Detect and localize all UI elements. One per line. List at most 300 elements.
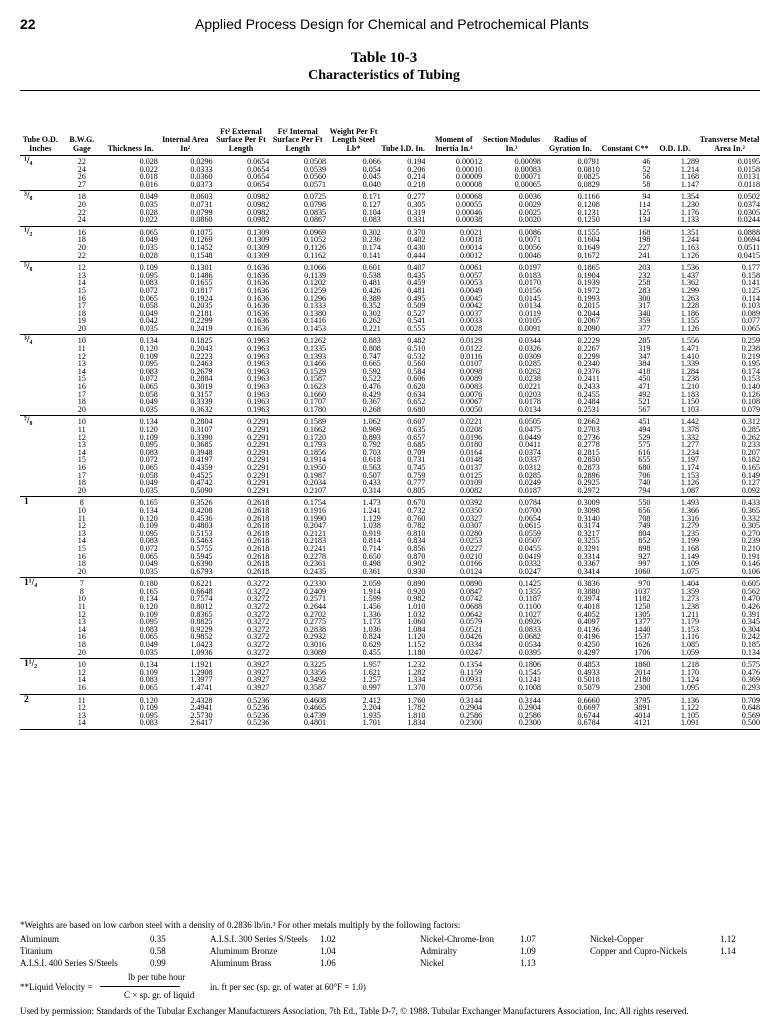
table-cell: 0.0170 (518, 279, 541, 287)
table-cell: 0.2586 (518, 711, 541, 720)
table-cell: 0.4208 (190, 506, 213, 515)
table-cell: 0.106 (741, 567, 760, 576)
table-row (20, 449, 760, 457)
tube-od-cell (20, 391, 61, 399)
table-cell: 1.0423 (190, 641, 213, 649)
table-cell: 0.3272 (247, 618, 270, 626)
table-cell: 46 (600, 156, 651, 166)
table-cell: 0.2925 (577, 479, 600, 487)
table-cell: 1.010 (407, 603, 426, 611)
table-cell: 0.0238 (518, 375, 541, 384)
table-cell: 0.066 (326, 156, 381, 166)
table-cell: 0.5236 (213, 719, 270, 729)
table-cell: 0.685 (407, 441, 426, 449)
table-cell: 0.109 (103, 262, 158, 272)
table-cell: 0.0312 (518, 463, 541, 472)
table-cell: 0.194 (381, 156, 426, 166)
table-row (20, 398, 760, 406)
table-cell: 0.0021 (425, 226, 482, 236)
table-number: Table 10-3 (350, 50, 418, 66)
table-cell: 0.2702 (303, 610, 327, 619)
table-cell: 0.0982 (213, 191, 270, 201)
table-cell: 1.199 (680, 537, 700, 545)
table-cell: 0.6744 (577, 711, 600, 720)
table-cell: 16 (77, 552, 86, 561)
table-cell: 0.2291 (247, 471, 270, 480)
table-cell: 494 (638, 426, 651, 434)
table-cell: 377 (638, 324, 651, 333)
table-cell: 1.147 (680, 180, 700, 189)
table-cell: 0.0508 (269, 156, 326, 166)
tube-od-cell (20, 464, 61, 472)
table-cell: 451 (600, 416, 651, 426)
table-cell: 18 (61, 191, 104, 201)
table-cell: 0.1636 (247, 279, 270, 287)
table-cell: 1.284 (680, 367, 700, 376)
table-cell: 0.2409 (303, 587, 327, 596)
table-cell: 16 (61, 226, 104, 236)
table-cell: 0.3880 (577, 587, 600, 596)
tube-od-cell (20, 360, 61, 368)
factor-metal: Copper and Cupro-Nickels (590, 946, 687, 956)
table-cell: 0.369 (741, 676, 760, 684)
table-cell: 168 (600, 226, 651, 236)
table-cell: 0.1793 (303, 441, 327, 449)
table-cell: 1.228 (680, 302, 700, 310)
table-row (20, 173, 760, 181)
table-cell: 1.410 (680, 352, 700, 361)
table-cell: 1.332 (680, 433, 700, 442)
table-cell: 0.083 (139, 625, 158, 634)
table-cell: 852 (638, 537, 651, 545)
table-cell: 0.065 (103, 226, 158, 236)
table-cell: 0.028 (139, 251, 158, 260)
fraction-bar (100, 986, 180, 987)
table-cell: 0.2586 (459, 711, 483, 720)
factor-metal: Nickel-Chrome-Iron (420, 934, 494, 944)
table-cell: 359 (638, 317, 651, 325)
table-cell: 0.650 (362, 552, 381, 561)
table-cell: 0.089 (741, 309, 760, 318)
table-cell: 0.2299 (190, 317, 213, 325)
column-header: Internal Area In² (162, 135, 209, 153)
table-cell: 0.2047 (303, 522, 327, 530)
table-cell: 0.1100 (519, 603, 541, 611)
table-cell: 52 (642, 165, 651, 174)
table-cell: 0.4801 (269, 719, 326, 729)
table-cell: 0.1636 (247, 302, 270, 310)
table-cell: 0.0860 (190, 216, 213, 225)
table-cell: 0.555 (407, 324, 426, 333)
table-cell: 0.182 (741, 456, 760, 464)
table-cell: 0.0119 (519, 309, 541, 318)
table-cell: 1.359 (680, 587, 700, 596)
table-cell: 0.2035 (190, 302, 213, 310)
table-cell: 0.3272 (213, 578, 270, 588)
table-row (20, 553, 760, 561)
table-row (20, 659, 760, 669)
table-cell: 0.109 (139, 433, 158, 442)
table-cell: 0.022 (139, 216, 158, 225)
table-cell: 0.304 (741, 625, 760, 634)
table-cell: 0.00083 (514, 165, 541, 174)
table-cell: 0.109 (139, 610, 158, 619)
table-cell: 0.1636 (247, 271, 270, 280)
table-cell: 0.109 (139, 522, 158, 530)
table-cell: 0.049 (139, 398, 158, 406)
table-cell: 0.4136 (577, 625, 600, 634)
table-cell: 4014 (634, 711, 651, 720)
table-cell: 0.2411 (577, 375, 600, 384)
table-cell: 0.2433 (577, 383, 600, 391)
table-cell: 20 (77, 324, 86, 333)
table-row (20, 279, 760, 287)
table-cell: 0.1806 (482, 659, 541, 669)
table-cell: 0.125 (741, 286, 760, 295)
table-cell: 0.1241 (518, 676, 541, 684)
table-cell: 0.319 (407, 208, 426, 217)
table-cell: 0.3098 (577, 506, 600, 515)
table-cell: 0.083 (139, 367, 158, 376)
table-cell: 0.2644 (303, 603, 327, 611)
table-cell: 0.4052 (577, 610, 600, 619)
table-row (20, 252, 760, 262)
table-cell: 655 (638, 456, 651, 464)
table-cell: 26 (77, 173, 86, 181)
table-cell: 0.0125 (459, 471, 483, 480)
table-cell: 0.219 (741, 352, 760, 361)
table-row (20, 244, 760, 252)
table-row (20, 641, 760, 649)
table-cell: 0.0195 (699, 156, 760, 166)
table-caption: Characteristics of Tubing (308, 68, 460, 83)
table-cell: 0.0449 (518, 433, 541, 442)
table-cell: 0.2361 (303, 560, 327, 568)
table-cell: 0.00098 (482, 156, 541, 166)
tube-od-cell: 1¹/₂ (20, 659, 61, 669)
factor-value: 1.06 (320, 958, 336, 968)
table-cell: 0.0247 (459, 648, 483, 657)
table-cell: 0.0053 (459, 279, 483, 287)
table-cell: 2.059 (326, 578, 381, 588)
table-cell: 0.065 (139, 294, 158, 303)
table-cell: 0.481 (407, 286, 426, 295)
table-cell: 0.2278 (303, 552, 327, 561)
table-row (20, 360, 760, 368)
table-cell: 0.605 (699, 578, 760, 588)
table-cell: 0.083 (139, 279, 158, 287)
table-cell: 0.3414 (577, 567, 600, 576)
tube-od-cell (20, 522, 61, 530)
table-cell: 0.1636 (247, 294, 270, 303)
table-cell: 0.1202 (303, 279, 327, 287)
table-cell: 1.084 (407, 625, 426, 634)
table-cell: 0.982 (407, 595, 426, 604)
table-cell: 0.0333 (190, 165, 213, 174)
table-cell: 0.6648 (190, 587, 213, 596)
table-cell: 0.242 (741, 633, 760, 642)
table-cell: 1.782 (407, 704, 426, 712)
table-cell: 0.0145 (518, 294, 541, 303)
table-cell: 20 (77, 243, 86, 252)
table-cell: 0.1963 (247, 375, 270, 384)
table-cell: 567 (638, 405, 651, 414)
table-cell: 0.1672 (577, 251, 600, 260)
table-cell: 0.00038 (455, 216, 483, 225)
table-cell: 0.3339 (190, 398, 213, 406)
table-cell: 1.168 (680, 544, 700, 553)
table-cell: 0.444 (407, 251, 426, 260)
table-cell: 0.174 (362, 243, 381, 252)
table-cell: 0.0158 (737, 165, 760, 174)
table-cell: 1.1921 (158, 659, 213, 669)
table-row (20, 236, 760, 244)
table-row (20, 712, 760, 720)
table-cell: 0.0534 (518, 641, 541, 649)
table-cell: 0.262 (362, 317, 381, 325)
table-cell: 12 (77, 522, 86, 530)
tube-od-cell: ¹/₄ (20, 156, 61, 166)
table-cell: 13 (77, 618, 86, 626)
table-cell: 0.0419 (518, 552, 541, 561)
table-cell: 1.120 (407, 633, 426, 642)
table-cell: 0.1269 (190, 236, 213, 244)
table-cell: 0.657 (407, 433, 426, 442)
table-cell: 0.0931 (459, 676, 483, 684)
table-row (20, 325, 760, 335)
table-cell: 0.4742 (190, 479, 213, 487)
table-cell: 0.0511 (738, 243, 760, 252)
factor-value: 1.02 (320, 934, 336, 944)
table-cell: 804 (638, 529, 651, 538)
table-cell: 0.1904 (577, 271, 600, 280)
table-cell: 0.270 (741, 529, 760, 538)
table-cell: 1.095 (680, 684, 700, 692)
table-cell: 0.103 (741, 302, 760, 310)
table-cell: 0.1636 (247, 324, 270, 333)
table-cell: 0.0050 (459, 405, 483, 414)
table-cell: 1.075 (680, 567, 700, 576)
table-cell: 0.0020 (518, 216, 541, 225)
tube-od-cell (20, 626, 61, 634)
table-cell: 0.6660 (541, 694, 600, 704)
table-cell: 0.0603 (158, 191, 213, 201)
table-cell: 0.3225 (269, 659, 326, 669)
tube-od-cell (20, 279, 61, 287)
table-cell: 1.760 (381, 694, 426, 704)
table-cell: 0.0118 (738, 180, 760, 189)
table-cell: 0.1707 (303, 398, 327, 406)
table-cell: 11 (77, 345, 86, 353)
table-cell: 1.085 (680, 641, 700, 649)
table-cell: 0.747 (362, 352, 381, 361)
table-cell: 0.997 (362, 684, 381, 692)
table-cell: 1.279 (680, 522, 700, 530)
table-cell: 0.2291 (247, 463, 270, 472)
table-cell: 56 (642, 173, 651, 181)
table-cell: 0.709 (699, 694, 760, 704)
table-cell: 0.2267 (577, 345, 600, 353)
table-cell: 1250 (634, 603, 651, 611)
table-cell: 0.2850 (577, 456, 600, 464)
table-cell: 0.0307 (459, 522, 483, 530)
table-cell: 27 (77, 180, 86, 189)
table-cell: 0.709 (407, 448, 426, 457)
table-cell: 0.3140 (577, 514, 600, 523)
table-cell: 0.606 (407, 375, 426, 384)
table-cell: 0.1259 (303, 286, 327, 295)
table-cell: 0.8825 (190, 618, 213, 626)
table-cell: 15 (77, 286, 86, 295)
table-cell: 0.426 (362, 286, 381, 295)
tube-od-cell (20, 456, 61, 464)
table-cell: 0.1162 (304, 251, 327, 260)
table-cell: 0.745 (407, 463, 426, 472)
table-cell: 0.3356 (303, 668, 327, 677)
table-row (20, 310, 760, 318)
table-cell: 0.259 (699, 335, 760, 345)
table-cell: 0.1916 (303, 506, 327, 515)
table-cell: 0.0067 (459, 398, 483, 406)
factor-metal: Nickel (420, 958, 444, 968)
table-cell: 0.407 (381, 262, 426, 272)
table-cell: 1.599 (362, 595, 381, 604)
table-cell: 1.091 (650, 719, 699, 729)
table-cell: 0.652 (407, 398, 426, 406)
table-cell: 1.834 (381, 719, 426, 729)
table-cell: 0.0374 (518, 448, 541, 457)
table-cell: 2.204 (362, 704, 381, 712)
table-cell: 0.185 (741, 641, 760, 649)
table-cell: 492 (638, 390, 651, 399)
table-cell: 2.4328 (158, 694, 213, 704)
table-cell: 0.1604 (577, 236, 600, 244)
table-cell: 0.9229 (190, 625, 213, 634)
table-cell: 1.105 (680, 711, 700, 720)
table-cell: 300 (638, 294, 651, 303)
table-cell: 198 (638, 236, 651, 244)
lv-denominator: C × sp. gr. of liquid (124, 990, 195, 1000)
table-cell: 0.731 (407, 456, 426, 464)
table-cell: 706 (638, 471, 651, 480)
table-cell: 0.562 (741, 587, 760, 596)
table-cell: 0.0969 (269, 226, 326, 236)
table-cell: 0.0505 (482, 416, 541, 426)
table-cell: 94 (600, 191, 651, 201)
tube-od-cell (20, 537, 61, 545)
table-cell: 0.883 (326, 335, 381, 345)
tube-od-cell (20, 449, 61, 457)
table-cell: 0.0296 (158, 156, 213, 166)
table-cell: 0.165 (103, 497, 158, 507)
table-row (20, 156, 760, 166)
table-cell: 0.2904 (518, 704, 541, 712)
table-cell: 1.059 (680, 648, 700, 657)
table-cell: 0.4196 (577, 633, 600, 642)
tube-od-cell (20, 434, 61, 442)
table-cell: 0.0285 (518, 360, 541, 368)
table-cell: 0.1335 (303, 345, 327, 353)
table-cell: 0.365 (741, 506, 760, 515)
table-cell: 0.4097 (577, 618, 600, 626)
lv-suffix: in. ft per sec (sp. gr. of water at 60°F = 1.0) (210, 982, 366, 992)
table-cell: 0.236 (362, 236, 381, 244)
table-cell: 529 (638, 433, 651, 442)
table-cell: 0.3272 (247, 648, 270, 657)
table-cell: 0.1817 (190, 286, 213, 295)
table-cell: 0.3836 (541, 578, 600, 588)
column-header: Transverse Metal Area In.² (699, 135, 760, 153)
table-cell: 0.569 (741, 711, 760, 720)
table-cell: 0.5236 (213, 694, 270, 704)
table-row (20, 588, 760, 596)
table-cell: 0.4297 (577, 648, 600, 657)
table-cell: 0.1453 (303, 324, 327, 333)
table-cell: 0.920 (407, 587, 426, 596)
table-cell: 0.3927 (247, 668, 270, 677)
table-cell: 0.870 (407, 552, 426, 561)
table-cell: 0.0688 (459, 603, 483, 611)
factor-value: 1.09 (520, 946, 536, 956)
table-cell: 0.969 (362, 426, 381, 434)
table-cell: 0.1963 (247, 345, 270, 353)
table-cell: 0.1555 (541, 226, 600, 236)
table-cell: 1.116 (681, 633, 700, 642)
table-cell: 0.092 (741, 486, 760, 495)
table-cell: 1.366 (680, 506, 700, 515)
table-cell: 13 (77, 441, 86, 449)
column-header: Constant C** (601, 143, 649, 153)
table-row (20, 497, 760, 507)
table-cell: 0.680 (407, 405, 426, 414)
table-cell: 0.0539 (303, 165, 327, 174)
table-row (20, 611, 760, 619)
table-cell: 0.1963 (247, 360, 270, 368)
table-cell: 0.2703 (577, 426, 600, 434)
table-cell: 203 (600, 262, 651, 272)
table-cell: 0.620 (407, 383, 426, 391)
table-cell: 0.1636 (247, 286, 270, 295)
table-cell: 0.2044 (577, 309, 600, 318)
table-cell: 0.2618 (247, 552, 270, 561)
table-cell: 14 (77, 448, 86, 457)
factor-metal: Titanium (20, 946, 53, 956)
tube-od-cell (20, 345, 61, 353)
table-cell: 0.1963 (213, 335, 270, 345)
table-cell: 11 (61, 694, 104, 704)
table-cell: 0.0327 (459, 514, 483, 523)
table-row (20, 391, 760, 399)
table-cell: 8 (61, 497, 104, 507)
table-cell: 1.126 (680, 324, 700, 333)
tube-od-cell (20, 611, 61, 619)
table-row (20, 595, 760, 603)
table-cell: 0.0890 (425, 578, 482, 588)
table-cell: 0.1963 (247, 367, 270, 376)
table-cell: 0.1545 (518, 668, 541, 677)
table-cell: 0.3157 (190, 390, 213, 399)
tube-od-cell (20, 676, 61, 684)
tube-od-cell (20, 302, 61, 310)
table-cell: 0.1780 (303, 405, 327, 414)
table-cell: 1.038 (362, 522, 381, 530)
table-cell: 0.0560 (303, 173, 327, 181)
table-row (20, 649, 760, 659)
table-cell: 0.331 (407, 216, 426, 225)
table-cell: 0.1008 (518, 684, 541, 692)
tube-od-cell (20, 295, 61, 303)
tube-od-cell (20, 641, 61, 649)
